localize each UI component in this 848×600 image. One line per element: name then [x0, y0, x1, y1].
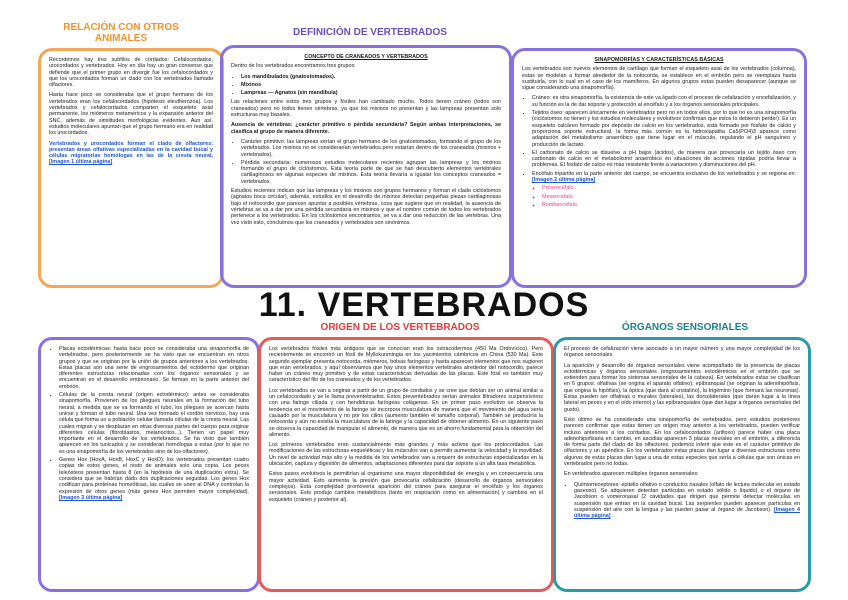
- sinapomorfias-image-link[interactable]: [Imagen 2 última página]: [532, 177, 596, 184]
- relacion-image-link[interactable]: [Imagen 1 última página]: [49, 159, 113, 166]
- organos-image-link[interactable]: [Imagen 4 última página]: [574, 506, 800, 520]
- page-title: 11. VERTEBRADOS: [258, 286, 590, 324]
- list-item: • Lampreas — Agnatos (sin mandíbula): [241, 90, 501, 96]
- organos-p1: El proceso de cefalización viene asociado a un mayor número y una mayor complejidad de los órganos sensoriales.: [564, 346, 800, 359]
- list-item: • Cráneo: es otra sinapomorfía, la existencia de este va ligado con el proceso de cefalización y encefalización, y su función es la de dar soporte y protección al encéfalo y a los órganos sensoriales principales.: [532, 95, 796, 108]
- origen-box: [258, 337, 554, 592]
- organos-p3: Esto último se ha considerado una sinapomorfía de vertebrados, pero estudios posteriores parecen confirmar que estas tienen un origen muy anterior a los vertebrados, pueden verificar incluso anteriores a los cordados. En los cefalocordados (anfioxo) parece haber una placa adenohipofisaria en cambio, en ascidias aparecen 3 placas neurales en el embrión, a diferencia de forma parte del clado de los olfactores: podemos inferir que este es el carácter primitivo de olfactores y un apéndice. En los vertebrados estas placas dan lugar a diversas estructuras como algunas de estas placas dan lugar a una de estas especies que sería a células que son únicas en vertebrados pero no todas.: [564, 416, 800, 468]
- list-item: ◦ Prosencéfalo.: [542, 185, 796, 191]
- origen-p4: Estos pasos evolutivos le permitirían al organismo una mayor disponibilidad de energía y en consecuencia una mayor actividad. Esto aumenta la presión que provocaría cefalización (desarrollo de órganos sensoriales complejos). Esta complejidad promovería aparición del cráneo para asegurar el encéfalo y los órganos sensoriales. Esto produjo cambios metabólicos (tanto en respiración como en alimentación) y cambios en el esqueleto (cráneo y posterior al).: [269, 471, 543, 503]
- origen-p3: Los primeros vertebrados eran sustancialmente más grandes y más activos que los protocordados. Las modificaciones de las estructuras esqueléticas y los músculos van a permitir aumentar la velocidad y la movilidad. Un nivel de actividad más alto y la medida de los vertebrados van a requerir de estructuras especializadas en la ubicación, captura y digestión de alimentos, adaptaciones diferentes para dar soporte a un alta tasa metabólica.: [269, 442, 543, 468]
- list-item: ◦ Rombencéfalo.: [542, 202, 796, 208]
- sinapomorfias-list: [522, 95, 796, 208]
- relacion-p1: Recordemos hay tres subfilos de cordados: Cefalocordados, urocordados y vertebrados. Hoy en día hay un gran consenso que defiende que el primer grupo en divergir fue los cefalocordados y que los urocordados forman un clado con los vertebrados llamado olfactores.: [49, 57, 213, 89]
- relacion-p3: Vertebrados y urocordados forman el clado de olfactores: presentan áreas olfativas especializadas en la cavidad bucal y células migratorias homólogas en las de la cresta neural. [Imagen 1 última página]: [49, 140, 213, 166]
- list-item: • Tejidos óseo: aparecen únicamente en vertebrados pero no en todos ellos, por lo que no es una sinapomorfía (ciclóstomos no tienen y los estudios moleculares y evolutivos confirman que estos lo debieron perder). Es un esqueleto calcáreo formado por depósito de calcio en los vertebrados, está formado por fosfato de calcio y proporciona soporte estructural, la forma más común es la hidroxiapatita Ca5(PO4)3 aparece como adaptación del metabolismo anaeróbico que tiene lugar en el músculo, regulando el pH sanguíneo y producción de lactato.: [532, 110, 796, 148]
- list-item: • Los mandibulados (gnatostomados).: [241, 74, 501, 80]
- origen-p2: Los vertebrados se van a originar a partir de un grupo de cordados y se cree que debían ser un animal similar a un cefalocordado y se le llama preventebrados. Estos preventebrados serían animales filtradores suspensívoros con una faringe ciliada y con hendiduras faríngeas colágenas. En un primer paso evolutivo se observa la tendencia en el movimiento de la faringe se incorpora musculatura de manera que el movimiento del agua sería causado por la musculatura y no por los cilios (aumento también el tamaño corporal). También se produciría la notocorda y aún no existía la musculatura de la faringe y la capacidad de obtener alimento. En un siguiente paso se observa la capacidad de manipular el alimento, de manera que es un ahorro fundamental para la obtención del alimento.: [269, 387, 543, 438]
- list-item: • Placas ectodérmicas: hasta hace poco se consideraba una sinapomorfía de vertebrados, pero posteriormente se ha visto que se encuentran en otros grupos y que se originan por la unión de grupos anteriores a los vertebrados. Estas placas son una serie de engrosamientos del ectodermo que originan diferentes estructuras relacionadas con los órganos sensoriales y se encuentran en el desarrollo embrionario. Se forman en la parte anterior del embrión.: [59, 346, 249, 390]
- origen-p1: Los vertebrados fósiles más antiguos que se conocían eran los ostracodermos (450 Ma Ordovícico). Pero recientemente se encontró un fósil de Myllokunmingia en los yacimientos cámbricos en China (530 Ma). Este segundo ejemplar presenta notocorda, miómeros, bolsas faríngeas y hasta aparecen elementos que nos sugieren que eran vertebrados, y aquí observamos que hay unos elementos vertebrales alrededor del notocordio, parece haber un cráneo muy primitivo y de estas características derivadas de las placas. Este fósil es también muy característico del filo de los craneados y de los vertebrados.: [269, 346, 543, 384]
- definicion-p1: Las relaciones entre estos tres grupos y fósiles han cambiado mucho. Todos tienen cráneo (todos son craneados) pero no todos tienen vértebras, ya que los mixinos no presentan y las lampreas presentan solo estructuras muy basales.: [231, 99, 501, 119]
- list-item: ◦ Mesencéfalo.: [542, 194, 796, 200]
- relacion-p2: Hasta hace poco se consideraba que el grupo hermano de los vertebrados eran los cefalocordados (hipótesis eleutherozoa). Los vertebrados y cefalocordados comparten el esqueleto axial permanente, los miómeros metaméricos y la expansión anterior del SNC, además de similitudes morfológicas evidentes. Aun así, estudios moleculares apuntan que el grupo hermano era en realidad los urocordados.: [49, 92, 213, 137]
- list-item: • El carbonato de calcio se disuelve a pH bajos (ácidos), de manera que provocaría un tejido óseo con carbonato de calcio en el metabolismo anaeróbico en situaciones de acciones rápidas podría llevar a problemas. El fosfato de calcio es más resistente frente a variaciones y disminuciones del pH.: [532, 150, 796, 169]
- definicion-title: DEFINICIÓN DE VERTEBRADOS: [293, 27, 447, 38]
- definicion-subtitle: CONCEPTO DE CRANEADOS Y VERTEBRADOS: [304, 54, 428, 60]
- list-item: • Carácter primitivo: las lampreas serían el grupo hermano de los gnatostomados, formando el grupo de los vertebrados. Los mixinos no se considerarían vertebrados pero estarían dentro de los craneados (mixinos + vertebrados).: [241, 139, 501, 158]
- placas-image-link[interactable]: [Imagen 3 última página]: [59, 494, 123, 501]
- list-item: • Pérdida secundaria: numerosos estudios moleculares recientes agrupan las lampreas y los mixinos formando el grupo de ciclóstomos. Esta teoría parte de que se han descubierto elementos vertebrales cartilaginosos en algunas especies de mixinos. Esta teoría llevaría a igualar los conceptos craneados = vertebrados.: [241, 160, 501, 185]
- organos-p4: En vertebrados aparecen múltiples órganos sensoriales:: [564, 471, 699, 478]
- definicion-p3: Estudios recientes indican que las lampreas y los mixinos son grupos hermanos y forman el clado ciclóstomos (agnatos boca circular), además, estudios en el desarrollo de mixinos detectan pequeñas piezas cartilaginosas bajo el notocordio que parecen apuntar a posibles vértebras, cosa que sugiere que en realidad, la ausencia de vértebras se va a dar por una pérdida secundaria en mixinos y que el nombre común de todos los vertebrados pertenece a los vertebrados. En los ciclóstomos encontramos, se va a dar una reducción de las vértebras. Una vez visto esto, concluimos que los craneados y vertebrados son sinónimos.: [231, 188, 501, 226]
- list-item: • Quimiorreceptores: epitelio olfativo o conductos nasales (olfato de lectura molecular en estado gaseoso). Se adquieren detectan partículas en estado sólido o líquido) o el órgano de Jacobson o vomeronasal (2 cavidades que dirigen que permite detectar moléculas en suspensión que entran en la cavidad bucal. Las serpientes pueden aparecer partículas en suspensión del aire con la lengua y las pueden pasar al órgano de Jacobson). [Imagen 4 última página]: [574, 482, 800, 520]
- definicion-group-list: [231, 74, 501, 97]
- placas-list: [49, 346, 249, 501]
- organos-title: ÓRGANOS SENSORIALES: [621, 322, 749, 333]
- encefalo-regions-list: [532, 185, 796, 208]
- sinapomorfias-subtitle: SINAPOMORFÍAS Y CARACTERÍSTICAS BÁSICAS: [594, 57, 724, 63]
- relacion-title: RELACIÓN CON OTROS ANIMALES: [63, 22, 179, 44]
- relacion-box: [38, 48, 224, 288]
- organos-p2: La aparición y desarrollo de órganos sensoriales viene acompañado de la presencia de placas ectodérmicas y órganos sensoriales (engrosamientos ectodérmicos en el embrión que se extienden para formar los sistemas sensoriales de la cabeza). En vertebrados estas se clasifican en 6 grupos: olfativas (se origina el aparato olfativo), epibranquial (se originan la adenohipófisis, que origina la hipófisis), la óptica (que dará al cristalino), la trigémino (que formará las neuronas). Estas pueden ser olfativas o murales (laterales), las dorsolaterales (que darán lugar a la línea lateral en peces y en el oído interno) y las epibranquiales (que dan lugar a órganos sensoriales del gusto).: [564, 362, 800, 413]
- list-item: • Mixinos: [241, 82, 501, 88]
- placas-box: [38, 337, 260, 592]
- organos-list: [564, 482, 800, 520]
- list-item: • Células de la cresta neural (origen ectodérmico): antes se consideraba sinapomorfía. Provienen de los pliegues neurales en la formación del tubo neural, a medida que se va formando el tubo, los pliegues se acercan hasta unirse y forman el tubo neural. Una vez formado el cordón nervioso, hay una célula que forma un a población celular llamada células de la cresta neural. Las cuales migran y se desplazan en otras diversas partes del cuerpo para originar diferentes células (fibroblastos, melanocitos...). Tienen un papel muy importante en el desarrollo de los vertebrados. Se ha visto que también aparecen en los tunicados y se consideran homólogas a estas (por lo que no es una sinapomorfía de los vertebrados sino de los olfactores).: [59, 392, 249, 455]
- sinapomorfias-p1: Los vertebrados son nuevos elementos de cartílago que forman el esqueleto axial de los vertebrados (columna), estas se modelan a formar alrededor de la notocorda, se establece en el embrión pero se reemplaza hasta sustituirla, con lo cual en el caso de los mamíferos. En algunos grupos estas pueden desaparecer (aunque se sigue considerando una sinapomorfía).: [522, 66, 796, 92]
- definicion-p2: Ausencia de vértebras: ¿carácter primitivo o pérdida secundaria? Según ambas interpretaciones, se clasifica al grupo de manera diferente.: [231, 122, 501, 135]
- origen-title: ORIGEN DE LOS VERTEBRADOS: [320, 322, 480, 333]
- sinapomorfias-box: [511, 48, 807, 288]
- definicion-box: [220, 45, 512, 288]
- list-item: • Genes Hox (HoxA, HoxB, HoxC y HoxD): los vertebrados presentan cuatro copias de estos genes, el resto de animales solo una copia. Los peces teleósteos presentan hasta 8 (en la hipótesis de una duplicación extra). Se considera que se habrían dado dos duplicaciones seguidas. Los genes Hox codifican para proteínas homeóticas, las cuales se unen al DNA y controlan la expresión de otros genes (más genes Hox permiten mayor complejidad). [Imagen 3 última página]: [59, 457, 249, 501]
- definicion-intro: Dentro de los vertebrados encontramos tres grupos:: [231, 63, 356, 70]
- organos-box: [553, 337, 811, 592]
- list-item: • Encéfalo tripartito en la parte anterior del cuerpo, se encuentra exclusivo de los vertebrados y se regiona en: [Imagen 2 última página] ◦ Prosencéfalo. ◦ Mesencéfalo. ◦ Rombencéfalo.: [532, 171, 796, 208]
- definicion-hypothesis-list: [231, 139, 501, 185]
